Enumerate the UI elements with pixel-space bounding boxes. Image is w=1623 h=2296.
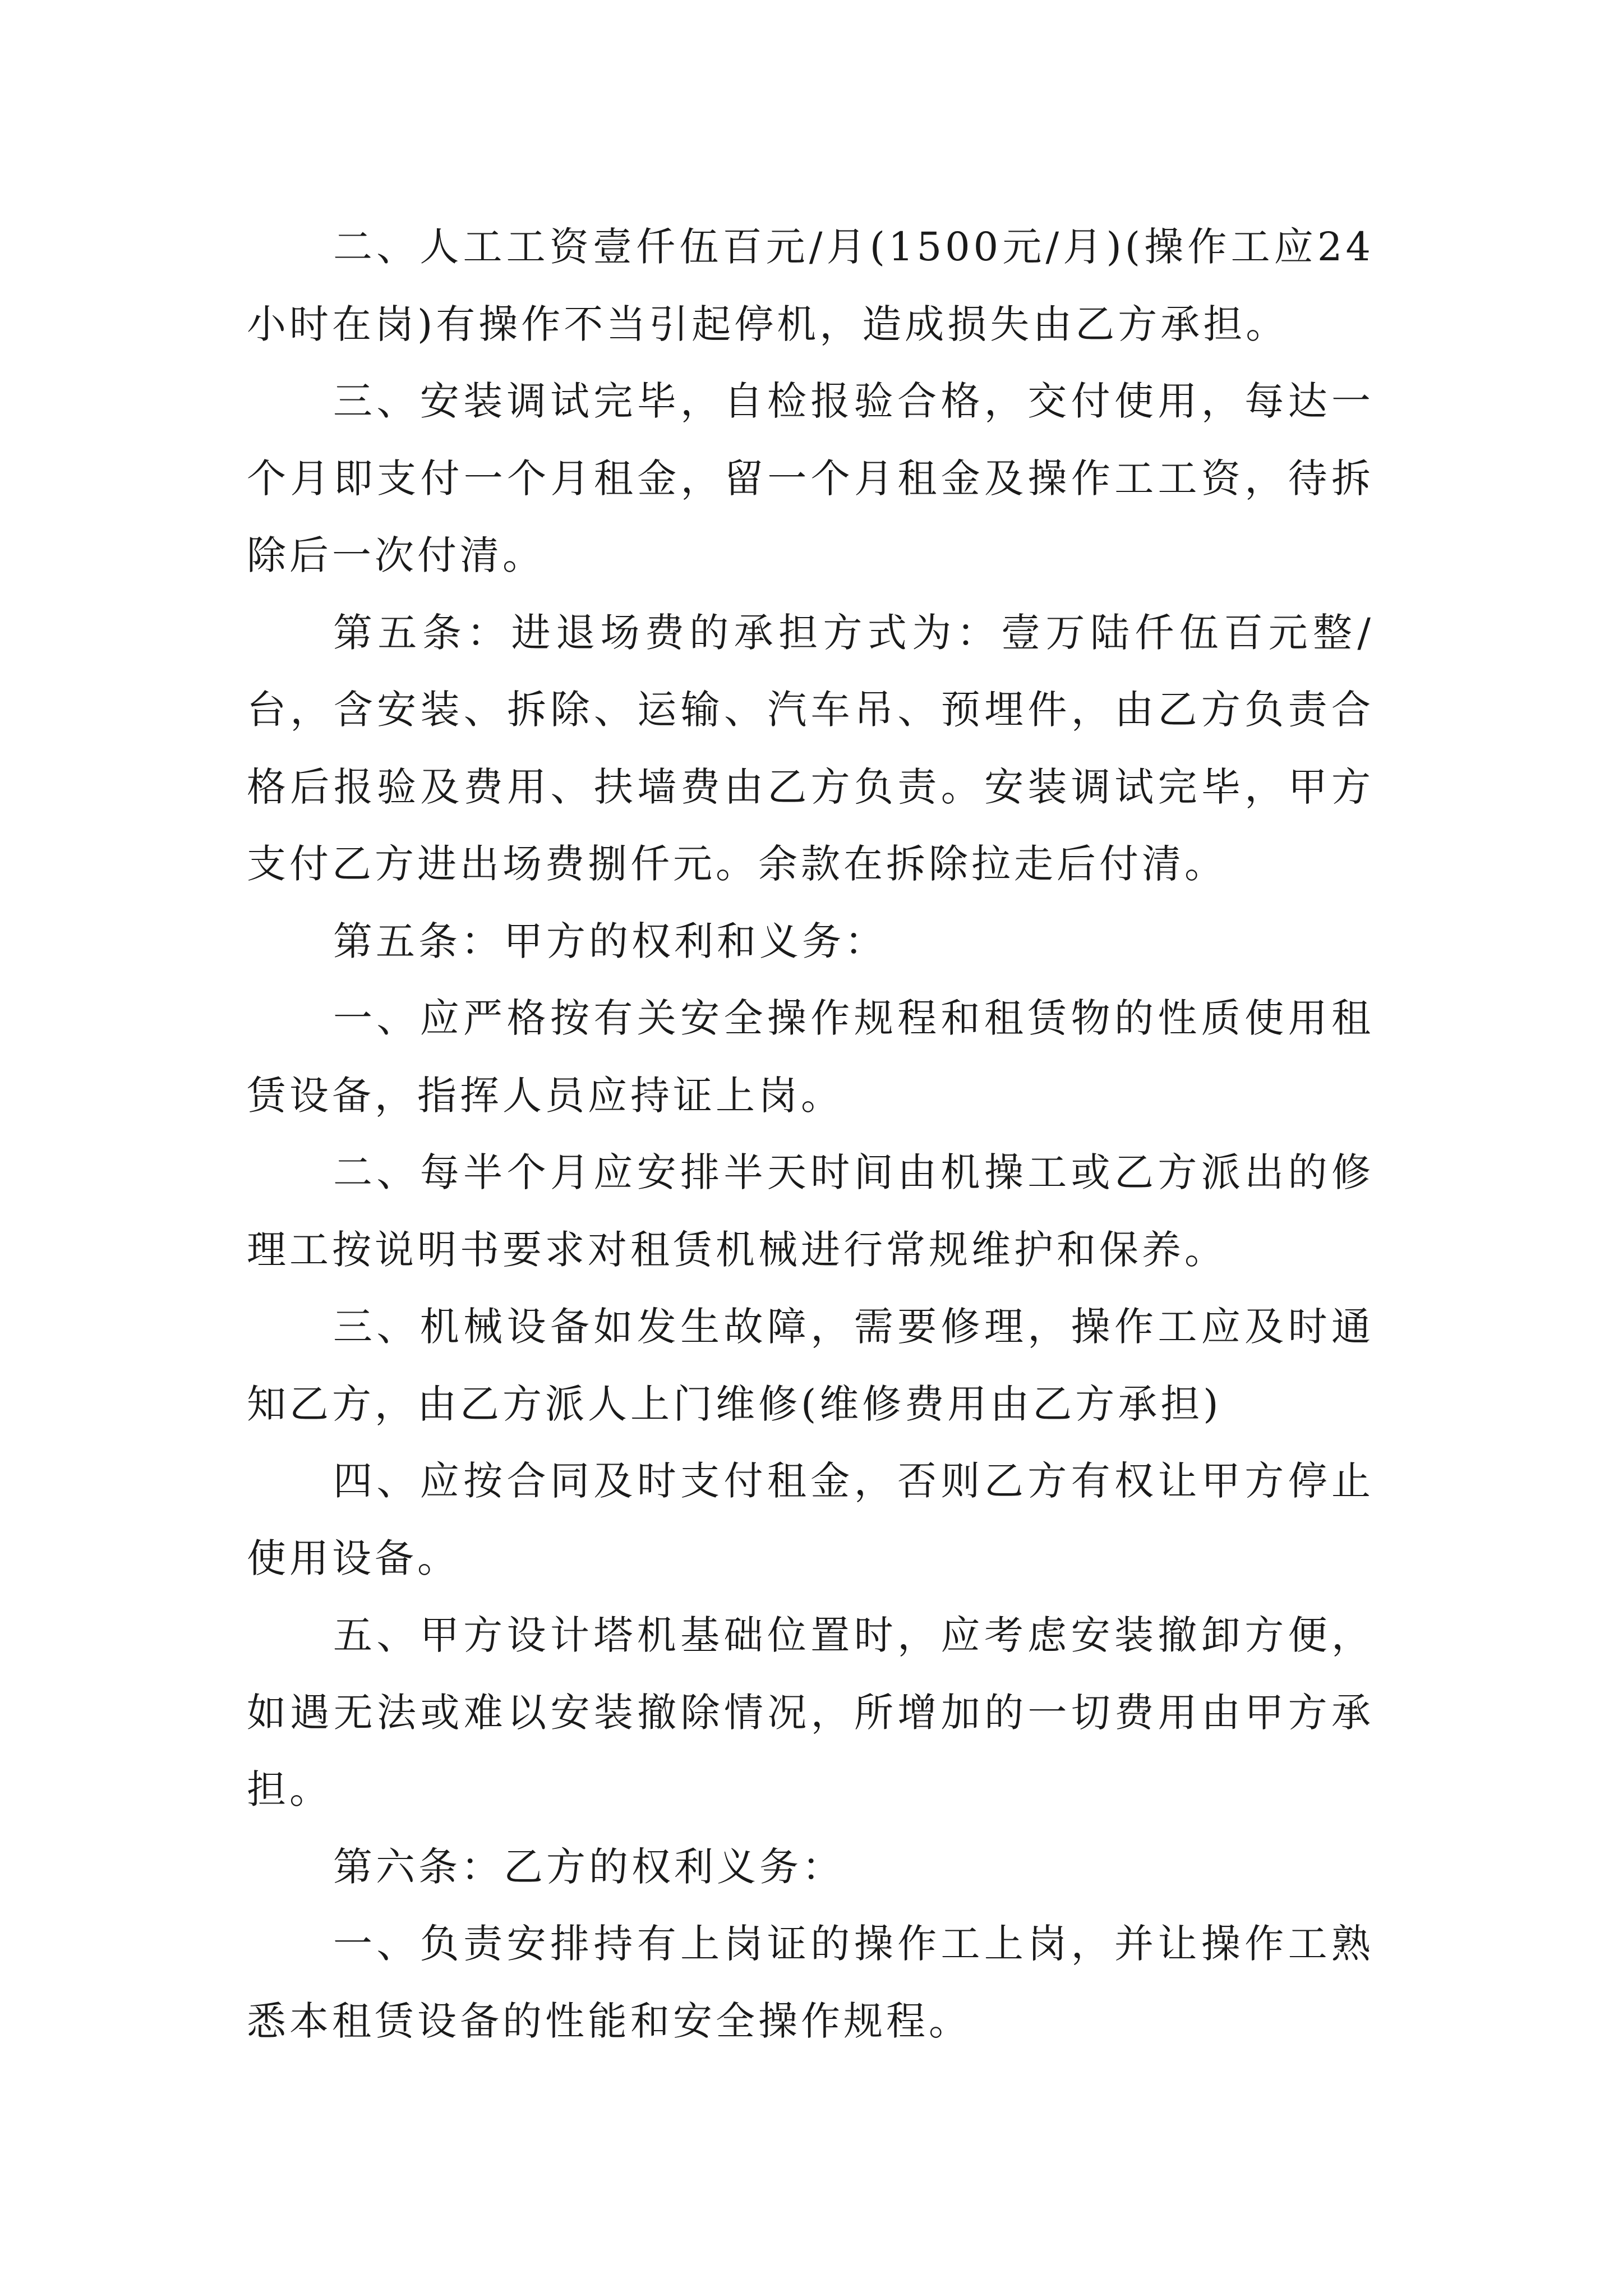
paragraph-party-a-item-4: 四、应按合同及时支付租金，否则乙方有权让甲方停止使用设备。 xyxy=(247,1458,1374,1581)
paragraph-article-5-fees: 第五条：进退场费的承担方式为：壹万陆仟伍百元整/台，含安装、拆除、运输、汽车吊、预埋件，由乙方负责合格后报验及费用、扶墙费由乙方负责。安装调试完毕，甲方支付乙方进出场费捌仟元。余款在拆除拉走后付清。 xyxy=(247,609,1374,887)
heading-article-5-party-a: 第五条：甲方的权利和义务： xyxy=(333,918,887,964)
paragraph-party-a-item-3: 三、机械设备如发生故障，需要修理，操作工应及时通知乙方，由乙方派人上门维修(维修费用由乙方承担) xyxy=(247,1304,1374,1427)
heading-article-6-party-b: 第六条：乙方的权利义务： xyxy=(333,1843,845,1890)
paragraph-party-a-item-5: 五、甲方设计塔机基础位置时，应考虑安装撤卸方便，如遇无法或难以安装撤除情况，所增加的一切费用由甲方承担。 xyxy=(247,1612,1374,1812)
paragraph-party-b-item-1: 一、负责安排持有上岗证的操作工上岗，并让操作工熟悉本租赁设备的性能和安全操作规程。 xyxy=(247,1921,1374,2044)
document-body xyxy=(247,209,1374,2060)
paragraph-party-a-item-1: 一、应严格按有关安全操作规程和租赁物的性质使用租赁设备，指挥人员应持证上岗。 xyxy=(247,995,1374,1119)
paragraph-clause-3-payment: 三、安装调试完毕，自检报验合格，交付使用，每达一个月即支付一个月租金，留一个月租金及操作工工资，待拆除后一次付清。 xyxy=(247,378,1374,578)
paragraph-party-a-item-2: 二、每半个月应安排半天时间由机操工或乙方派出的修理工按说明书要求对租赁机械进行常规维护和保养。 xyxy=(247,1149,1374,1273)
paragraph-clause-2-wages: 二、人工工资壹仟伍百元/月(1500元/月)(操作工应24小时在岗)有操作不当引起停机，造成损失由乙方承担。 xyxy=(247,224,1374,347)
